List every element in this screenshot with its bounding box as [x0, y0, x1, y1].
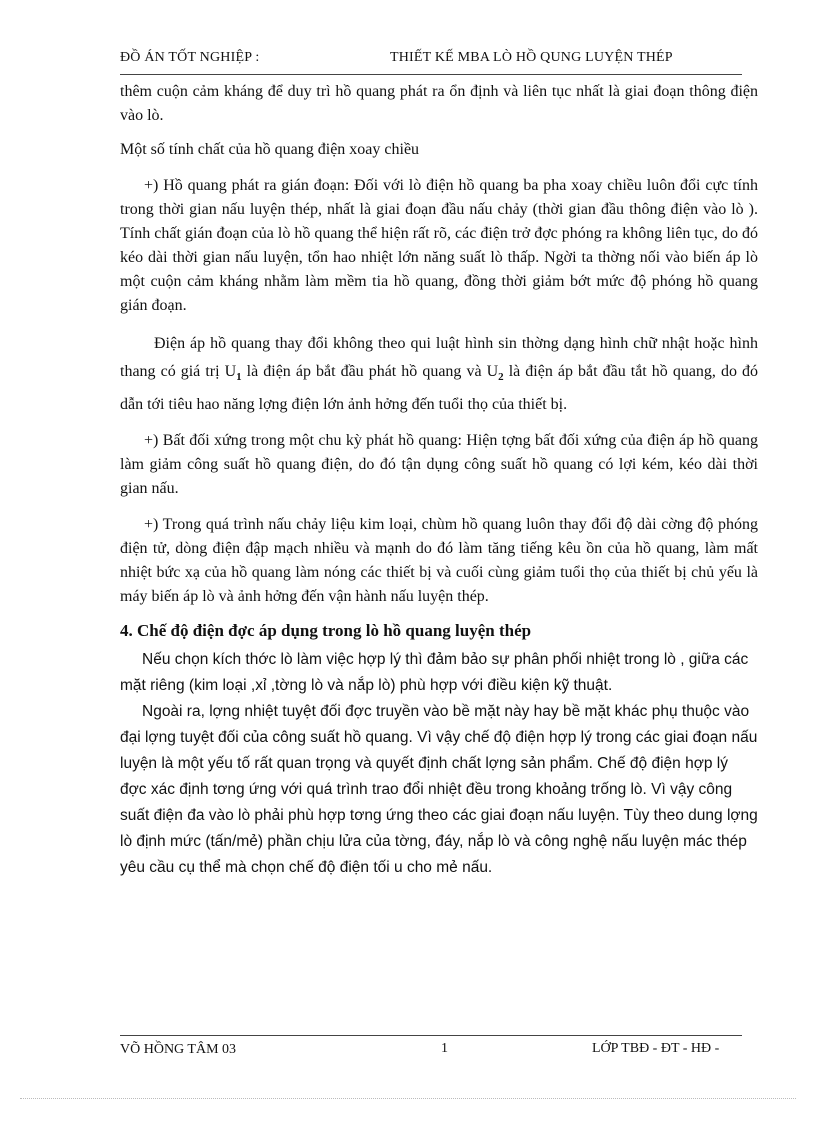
paragraph-4-part-b: là điện áp bắt đầu phát hồ quang và U: [241, 363, 499, 380]
subscript-2: 2: [498, 371, 504, 384]
section-paragraph-1: Nếu chọn kích thớc lò làm việc hợp lý thì đảm bảo sự phân phối nhiệt trong lò , giữa các mặt riêng (kim loại ,xỉ ,tờng lò và nắp lò) phù hợp với điều kiện kỹ thuật.: [120, 651, 749, 695]
header-rule: [120, 74, 742, 75]
document-body: [120, 80, 758, 881]
paragraph-2: Một số tính chất của hồ quang điện xoay chiều: [120, 141, 420, 158]
paragraph-4: [120, 330, 758, 419]
section-paragraph-2: Ngoài ra, lợng nhiệt tuyệt đối đợc truyền vào bề mặt này hay bề mặt khác phụ thuộc vào đại lợng tuyệt đối của công suất hồ quang. Vì vậy chế độ điện hợp lý trong các giai đoạn nấu luyện là một yếu tố rất quan trọng và quyết định chất lợng sản phẩm. Chế độ điện hợp lý đợc xác định tơng ứng với quá trình trao đổi nhiệt đều trong khoảng trống lò. Vì vậy công suất điện đa vào lò phải phù hợp tơng ứng theo các giai đoạn nấu luyện. Tùy theo dung lợng lò định mức (tấn/mẻ) phần chịu lửa của tờng, đáy, nắp lò và công nghệ nấu luyện mác thép yêu cầu cụ thể mà chọn chế độ điện tối u cho mẻ nấu.: [120, 703, 758, 877]
footer-page-number: 1: [441, 1041, 448, 1056]
paragraph-5: +) Bất đối xứng trong một chu kỳ phát hồ quang: Hiện tợng bất đối xứng của điện áp hồ quang làm giảm công suất hồ quang điện, do đó tận dụng công suất hồ quang có lợi kém, kéo dài thời gian nấu.: [120, 432, 758, 498]
section-heading: 4. Chế độ điện đợc áp dụng trong lò hồ quang luyện thép: [120, 621, 532, 641]
paragraph-4-part-a: Điện áp hồ quang thay đổi không theo qui luật hình sin thờng dạng hình chữ nhật hoặc hình thang có giá trị U: [120, 335, 758, 380]
header-right: THIẾT KẾ MBA LÒ HỒ QUNG LUYỆN THÉP: [390, 50, 673, 65]
page-bottom-edge: [20, 1098, 796, 1099]
paragraph-1: thêm cuộn cảm kháng để duy trì hồ quang phát ra ổn định và liên tục nhất là giai đoạn thông điện vào lò.: [120, 83, 758, 124]
header-left: ĐỒ ÁN TỐT NGHIỆP :: [120, 50, 260, 65]
section-body: [120, 647, 758, 881]
footer-author: VÕ HỒNG TÂM 03: [120, 1042, 237, 1057]
paragraph-4-part-c: là điện áp bắt đầu tắt hồ quang, do đó dẫn tới tiêu hao năng lợng điện lớn ảnh hởng đến tuổi thọ của thiết bị.: [120, 363, 758, 414]
subscript-1: 1: [236, 371, 242, 384]
paragraph-6: +) Trong quá trình nấu chảy liệu kim loại, chùm hồ quang luôn thay đổi độ dài cờng độ phóng điện tử, dòng điện đập mạch nhiều và mạnh do đó làm tăng tiếng kêu ồn của hồ quang, làm mất nhiệt bức xạ của hồ quang làm nóng các thiết bị và cuối cùng giảm tuổi thọ của thiết bị chủ yếu là máy biến áp lò và ảnh hởng đến vận hành nấu luyện thép.: [120, 516, 758, 606]
paragraph-3: +) Hồ quang phát ra gián đoạn: Đối với lò điện hồ quang ba pha xoay chiều luôn đổi cực tính trong thời gian nấu luyện thép, nhất là giai đoạn đầu nấu chảy (thời gian đầu thông điện vào lò ). Tính chất gián đoạn của lò hồ quang thể hiện rất rõ, các điện trở đợc phóng ra không liên tục, do đó kéo dài thời gian nấu luyện, tổn hao nhiệt lớn năng suất lò thấp. Ngời ta thờng nối vào biến áp lò một cuộn cảm kháng nhằm làm mềm tia hồ quang, đồng thời giảm bớt mức độ phóng hồ quang gián đoạn.: [120, 177, 758, 314]
footer-rule: [120, 1035, 742, 1036]
footer-class: LỚP TBĐ - ĐT - HĐ -: [592, 1041, 720, 1056]
